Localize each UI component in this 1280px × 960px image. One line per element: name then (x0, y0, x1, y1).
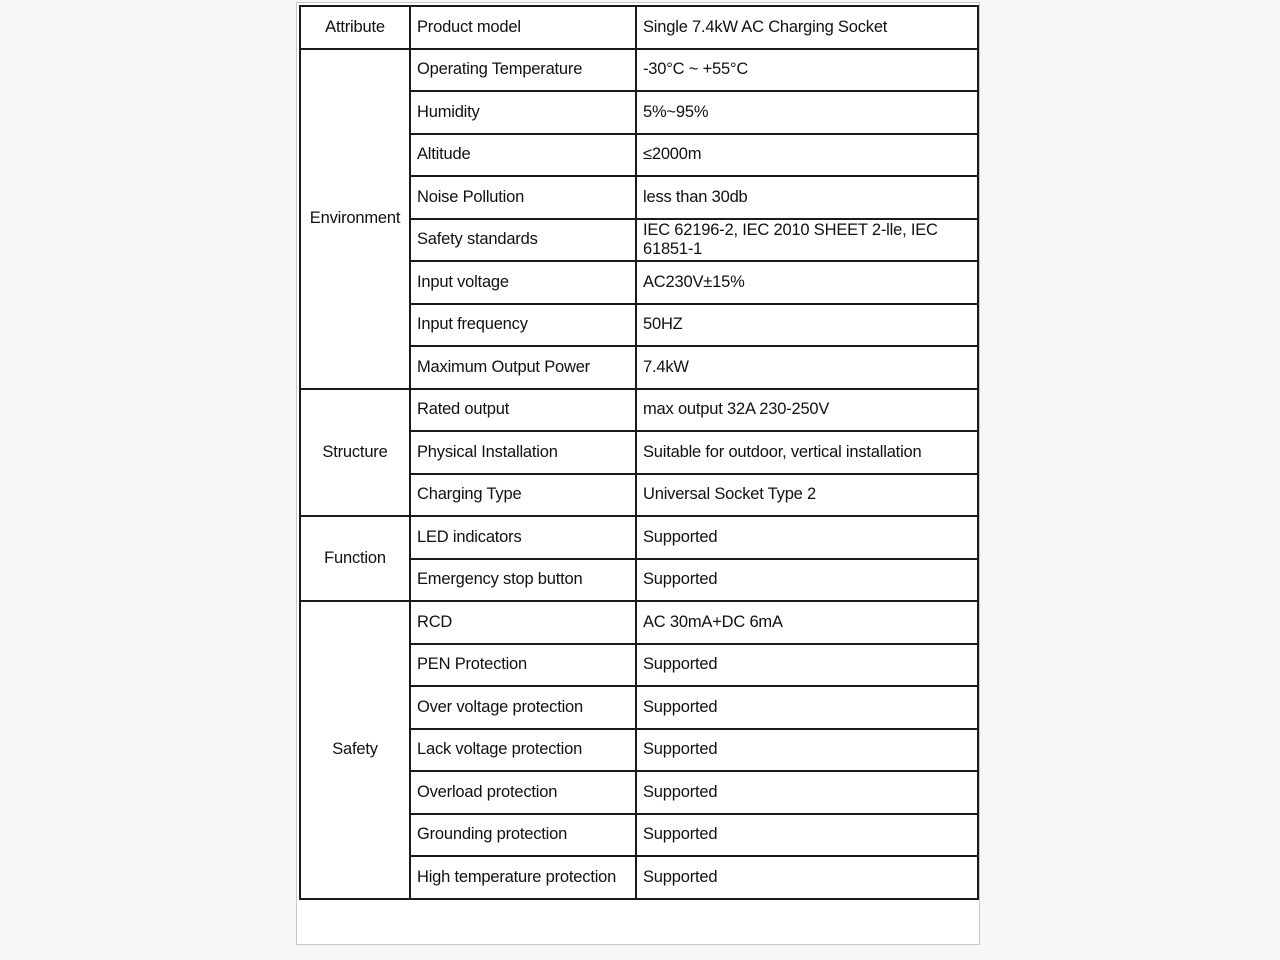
value-cell: 5%~95% (636, 91, 978, 134)
attribute-cell: Noise Pollution (410, 176, 636, 219)
attribute-cell: Grounding protection (410, 814, 636, 857)
value-cell: Supported (636, 516, 978, 559)
value-cell: Supported (636, 856, 978, 899)
attribute-cell: Altitude (410, 134, 636, 177)
value-cell: Supported (636, 686, 978, 729)
attribute-cell: Physical Installation (410, 431, 636, 474)
attribute-cell: LED indicators (410, 516, 636, 559)
attribute-cell: Safety standards (410, 219, 636, 262)
value-cell: IEC 62196-2, IEC 2010 SHEET 2-lle, IEC 61851-1 (636, 219, 978, 262)
category-function: Function (300, 516, 410, 601)
attribute-cell: Overload protection (410, 771, 636, 814)
value-cell: Supported (636, 559, 978, 602)
spec-sheet-page (296, 2, 980, 945)
value-cell: Supported (636, 644, 978, 687)
attribute-cell: Input voltage (410, 261, 636, 304)
table-row (300, 516, 978, 559)
value-cell: AC 30mA+DC 6mA (636, 601, 978, 644)
value-cell: Suitable for outdoor, vertical installation (636, 431, 978, 474)
attribute-cell: Rated output (410, 389, 636, 432)
header-attribute-cell: Product model (410, 6, 636, 49)
attribute-cell: RCD (410, 601, 636, 644)
attribute-cell: Over voltage protection (410, 686, 636, 729)
attribute-cell: Operating Temperature (410, 49, 636, 92)
value-cell: -30°C ~ +55°C (636, 49, 978, 92)
category-structure: Structure (300, 389, 410, 517)
attribute-cell: Maximum Output Power (410, 346, 636, 389)
header-category-cell: Attribute (300, 6, 410, 49)
table-row (300, 389, 978, 432)
attribute-cell: Emergency stop button (410, 559, 636, 602)
value-cell: 50HZ (636, 304, 978, 347)
value-cell: Supported (636, 729, 978, 772)
value-cell: max output 32A 230-250V (636, 389, 978, 432)
attribute-cell: Charging Type (410, 474, 636, 517)
attribute-cell: Humidity (410, 91, 636, 134)
table-row (300, 601, 978, 644)
attribute-cell: High temperature protection (410, 856, 636, 899)
value-cell: Supported (636, 814, 978, 857)
category-environment: Environment (300, 49, 410, 389)
value-cell: less than 30db (636, 176, 978, 219)
specification-table (299, 5, 979, 900)
attribute-cell: Lack voltage protection (410, 729, 636, 772)
attribute-cell: PEN Protection (410, 644, 636, 687)
table-row (300, 49, 978, 92)
header-value-cell: Single 7.4kW AC Charging Socket (636, 6, 978, 49)
value-cell: AC230V±15% (636, 261, 978, 304)
value-cell: Universal Socket Type 2 (636, 474, 978, 517)
attribute-cell: Input frequency (410, 304, 636, 347)
value-cell: Supported (636, 771, 978, 814)
table-header-row (300, 6, 978, 49)
value-cell: 7.4kW (636, 346, 978, 389)
category-safety: Safety (300, 601, 410, 899)
value-cell: ≤2000m (636, 134, 978, 177)
